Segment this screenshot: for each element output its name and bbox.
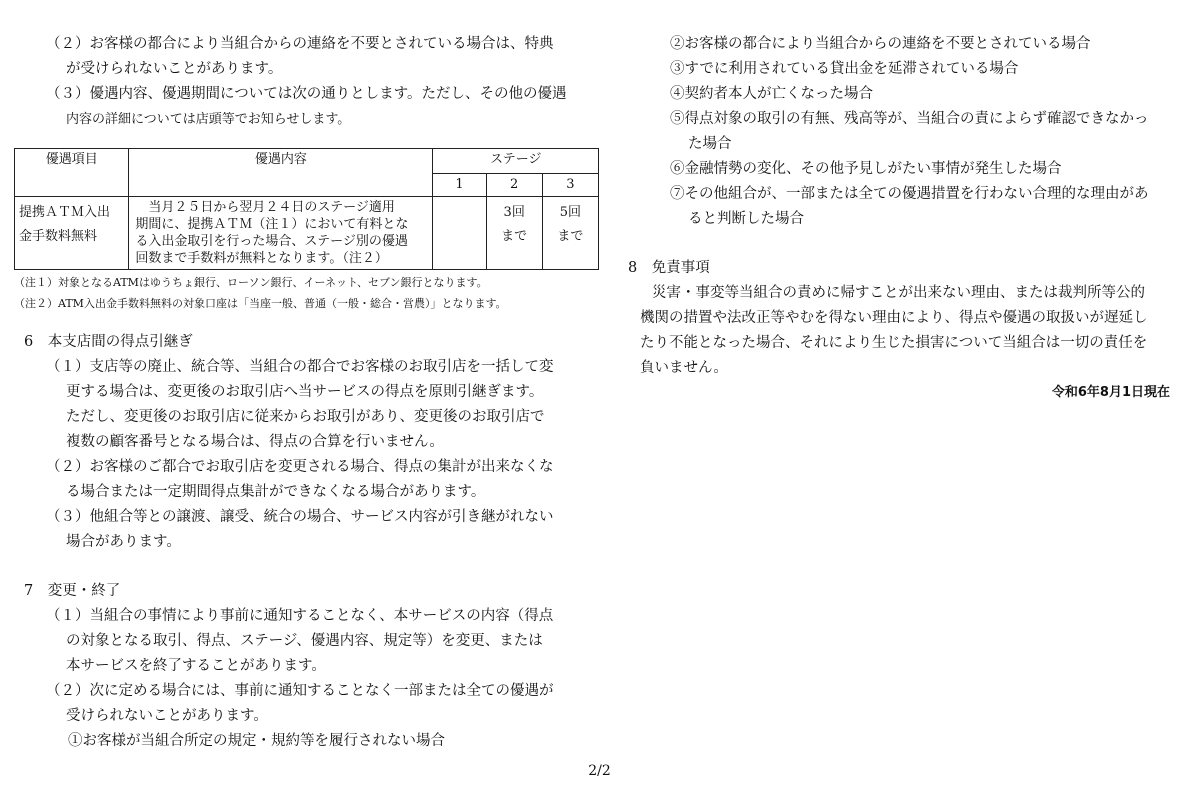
s5-item-3-line-1: （３）優遇内容、優遇期間については次の通りとします。ただし、その他の優遇 [46,86,567,102]
stage-2-count: 3回 [503,205,525,220]
s6-heading: 6 本支店間の得点引継ぎ [24,334,193,350]
conditions-list [624,32,1184,232]
condition-2: ②お客様の都合により当組合からの連絡を不要とされている場合 [670,36,1091,52]
s7-item-1-line-1: （１）当組合の事情により事前に通知することなく、本サービスの内容（得点 [46,608,554,624]
condition-7-line-2: ると判断した場合 [688,211,804,227]
s6-item-3-line-2: 場合があります。 [66,534,181,550]
section-8 [624,256,1184,381]
s5-item-2-line-2: が受けられないことがあります。 [66,61,283,77]
section-7 [20,579,590,754]
s8-body-line-1: 災害・事変等当組合の責めに帰すことが出来ない理由、または裁判所等公的 [652,285,1145,301]
condition-6: ⑥金融情勢の変化、その他予見しがたい事情が発生した場合 [670,161,1062,177]
condition-5-line-1: ⑤得点対象の取引の有無、残高等が、当組合の責によらず確認できなかっ [670,111,1149,127]
stage-label-1: 1 [433,174,486,197]
item-line-1: 提携ＡＴＭ入出 [19,205,111,220]
table-cell-content [129,197,433,270]
s6-item-2-line-2: る場合または一定期間得点集計ができなくなる場合があります。 [66,484,486,500]
table-header-content: 優遇内容 [129,149,433,197]
content-line-3: る入出金取引を行った場合、ステージ別の優遇 [135,234,408,249]
s7-item-2-line-2: 受けられないことがあります。 [66,708,268,724]
s8-body-line-3: たり不能となった場合、それにより生じた損害について当組合は一切の責任を [640,335,1148,351]
section-6 [20,330,590,555]
s5-item-3-line-2: 内容の詳細については店頭等でお知らせします。 [66,112,351,127]
s5-item-2-line-1: （２）お客様の都合により当組合からの連絡を不要とされている場合は、特典 [46,36,554,52]
table-cell-stage-3 [542,197,598,270]
item-line-2: 金手数料無料 [19,229,98,244]
page-number: 2/2 [588,763,611,779]
benefit-table [14,148,599,270]
content-line-1: 当月２５日から翌月２４日のステージ適用 [135,200,395,215]
condition-4: ④契約者本人が亡くなった場合 [670,86,873,102]
table-header-stage: ステージ [433,149,599,174]
stage-2-suffix: まで [501,229,528,244]
s6-item-1-line-4: 複数の顧客番号となる場合は、得点の合算を行いません。 [66,434,444,450]
stage-label-3: 3 [542,174,598,197]
s6-item-1-line-2: 更する場合は、変更後のお取引店へ当サービスの得点を原則引継ぎます。 [66,384,544,400]
table-cell-stage-2 [486,197,542,270]
section-5-continued [20,32,590,132]
stage-3-count: 5回 [559,205,582,220]
s7-condition-1: ①お客様が当組合所定の規定・規約等を履行されない場合 [68,733,445,749]
s6-item-1-line-1: （１）支店等の廃止、統合等、当組合の都合でお客様のお取引店を一括して変 [46,359,554,375]
left-column [14,32,590,754]
table-note-2: （注２）ATM入出金手数料無料の対象口座は「当座一般、普通（一般・総合・営農）」となります。 [14,297,507,310]
s7-item-1-line-3: 本サービスを終了することがあります。 [66,658,326,674]
effective-date: 令和6年8月1日現在 [1051,385,1170,400]
content-line-4: 回数まで手数料が無料となります。（注２） [135,251,388,266]
table-row [15,197,599,270]
s7-item-2-line-1: （２）次に定める場合には、事前に通知することなく一部または全ての優遇が [46,683,554,699]
stage-label-2: 2 [486,174,542,197]
table-note-1: （注１）対象となるATMはゆうちょ銀行、ローソン銀行、イーネット、セブン銀行となります。 [14,276,488,289]
content-line-2: 期間に、提携ＡＴＭ（注１）において有料とな [135,217,409,232]
right-column [624,32,1184,405]
table-cell-stage-1 [433,197,486,270]
s6-item-2-line-1: （２）お客様のご都合でお取引店を変更される場合、得点の集計が出来なくな [46,459,554,475]
s6-item-1-line-3: ただし、変更後のお取引店に従来からお取引があり、変更後のお取引店で [66,409,545,425]
table-cell-item [15,197,129,270]
s7-heading: 7 変更・終了 [24,583,121,599]
s6-item-3-line-1: （３）他組合等との譲渡、譲受、統合の場合、サービス内容が引き継がれない [46,509,554,525]
condition-7-line-1: ⑦その他組合が、一部または全ての優遇措置を行わない合理的な理由があ [670,186,1149,202]
s8-body-line-2: 機関の措置や法改正等やむを得ない理由により、得点や優遇の取扱いが遅延し [640,310,1148,326]
condition-5-line-2: た場合 [688,136,732,152]
s8-body-line-4: 負いません。 [640,360,728,376]
condition-3: ③すでに利用されている貸出金を延滞されている場合 [670,61,1019,77]
table-header-item: 優遇項目 [15,149,129,197]
s7-item-1-line-2: の対象となる取引、得点、ステージ、優遇内容、規定等）を変更、または [66,633,543,649]
stage-3-suffix: まで [557,229,584,244]
s8-heading: 8 免責事項 [628,260,710,276]
